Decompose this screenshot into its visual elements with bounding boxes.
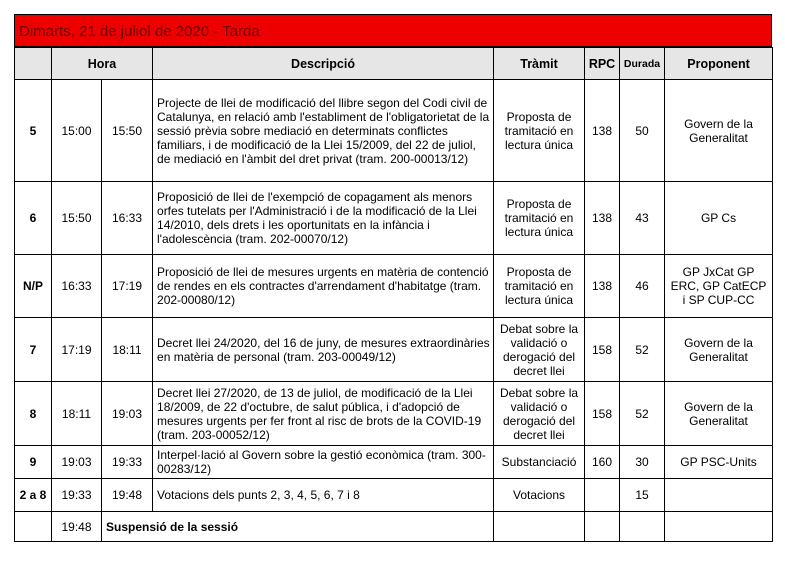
start-time: 15:00 xyxy=(52,80,102,182)
header-num xyxy=(15,48,52,80)
item-number: 6 xyxy=(15,182,52,255)
item-proponent: Govern de la Generalitat xyxy=(665,382,773,446)
end-time: 19:03 xyxy=(102,382,153,446)
agenda-row xyxy=(15,80,773,182)
item-tramit: Debat sobre la validació o derogació del decret llei xyxy=(494,318,585,382)
item-rpc: 160 xyxy=(585,446,620,479)
session-suspension: Suspensió de la sessió xyxy=(102,512,494,542)
header-tramit: Tràmit xyxy=(494,48,585,80)
item-proponent xyxy=(665,479,773,512)
item-tramit: Proposta de tramitació en lectura única xyxy=(494,255,585,318)
agenda-row xyxy=(15,255,773,318)
item-description: Projecte de llei de modificació del llibre segon del Codi civil de Catalunya, en relació amb l'establiment de l'obligatorietat de la sessió prèvia sobre mediació en determinats conflictes familiars, i de modificació de la Llei 15/2009, del 22 de juliol, de mediació en l'àmbit del dret privat (tram. 200-00013/12) xyxy=(153,80,494,182)
empty-cell xyxy=(620,512,665,542)
item-description: Proposició de llei de mesures urgents en matèria de contenció de rendes en els contractes d'arrendament d'habitatge (tram. 202-00080/12) xyxy=(153,255,494,318)
header-proponent: Proponent xyxy=(665,48,773,80)
item-tramit: Votacions xyxy=(494,479,585,512)
end-time: 15:50 xyxy=(102,80,153,182)
empty-cell xyxy=(665,512,773,542)
item-number: 8 xyxy=(15,382,52,446)
start-time: 15:50 xyxy=(52,182,102,255)
start-time: 19:03 xyxy=(52,446,102,479)
agenda-row xyxy=(15,182,773,255)
start-time: 17:19 xyxy=(52,318,102,382)
header-row xyxy=(15,48,773,80)
item-durada: 50 xyxy=(620,80,665,182)
header-descripcio: Descripció xyxy=(153,48,494,80)
item-rpc: 138 xyxy=(585,255,620,318)
item-tramit: Proposta de tramitació en lectura única xyxy=(494,80,585,182)
item-durada: 52 xyxy=(620,382,665,446)
item-rpc: 158 xyxy=(585,382,620,446)
header-hora: Hora xyxy=(52,48,153,80)
item-durada: 46 xyxy=(620,255,665,318)
start-time: 16:33 xyxy=(52,255,102,318)
item-rpc: 158 xyxy=(585,318,620,382)
item-tramit: Proposta de tramitació en lectura única xyxy=(494,182,585,255)
agenda-row xyxy=(15,446,773,479)
item-tramit: Substanciació xyxy=(494,446,585,479)
item-number: 5 xyxy=(15,80,52,182)
end-time: 18:11 xyxy=(102,318,153,382)
item-description: Decret llei 24/2020, del 16 de juny, de mesures extraordinàries en matèria de personal (tram. 203-00049/12) xyxy=(153,318,494,382)
agenda-row xyxy=(15,382,773,446)
item-tramit: Debat sobre la validació o derogació del decret llei xyxy=(494,382,585,446)
item-description: Votacions dels punts 2, 3, 4, 5, 6, 7 i 8 xyxy=(153,479,494,512)
end-time: 16:33 xyxy=(102,182,153,255)
item-rpc: 138 xyxy=(585,80,620,182)
start-time: 19:48 xyxy=(52,512,102,542)
agenda-sheet xyxy=(14,14,772,542)
item-number: 2 a 8 xyxy=(15,479,52,512)
item-description: Decret llei 27/2020, de 13 de juliol, de modificació de la Llei 18/2009, de 22 d'octubre, de salut pública, i d'adopció de mesures urgents per fer front al risc de brots de la COVID-19 (tram. 203-00052/12) xyxy=(153,382,494,446)
item-number xyxy=(15,512,52,542)
item-proponent: Govern de la Generalitat xyxy=(665,80,773,182)
item-number: 7 xyxy=(15,318,52,382)
agenda-table xyxy=(14,47,773,542)
header-rpc: RPC xyxy=(585,48,620,80)
agenda-row xyxy=(15,479,773,512)
empty-cell xyxy=(494,512,585,542)
item-proponent: GP PSC-Units xyxy=(665,446,773,479)
agenda-row-final xyxy=(15,512,773,542)
item-number: 9 xyxy=(15,446,52,479)
end-time: 19:33 xyxy=(102,446,153,479)
item-durada: 15 xyxy=(620,479,665,512)
item-description: Interpel·lació al Govern sobre la gestió econòmica (tram. 300-00283/12) xyxy=(153,446,494,479)
item-rpc xyxy=(585,479,620,512)
session-title: Dimarts, 21 de juliol de 2020 - Tarda xyxy=(14,14,772,47)
item-proponent: GP JxCat GP ERC, GP CatECP i SP CUP-CC xyxy=(665,255,773,318)
empty-cell xyxy=(585,512,620,542)
agenda-row xyxy=(15,318,773,382)
start-time: 19:33 xyxy=(52,479,102,512)
item-durada: 30 xyxy=(620,446,665,479)
item-rpc: 138 xyxy=(585,182,620,255)
item-number: N/P xyxy=(15,255,52,318)
start-time: 18:11 xyxy=(52,382,102,446)
item-description: Proposició de llei de l'exempció de copagament als menors orfes tutelats per l'Administració i de la modificació de la Llei 14/2010, dels drets i les oportunitats en la infància i l'adolescència (tram. 202-00070/12) xyxy=(153,182,494,255)
item-proponent: Govern de la Generalitat xyxy=(665,318,773,382)
item-durada: 52 xyxy=(620,318,665,382)
item-durada: 43 xyxy=(620,182,665,255)
end-time: 19:48 xyxy=(102,479,153,512)
end-time: 17:19 xyxy=(102,255,153,318)
header-durada: Durada xyxy=(620,48,665,80)
item-proponent: GP Cs xyxy=(665,182,773,255)
